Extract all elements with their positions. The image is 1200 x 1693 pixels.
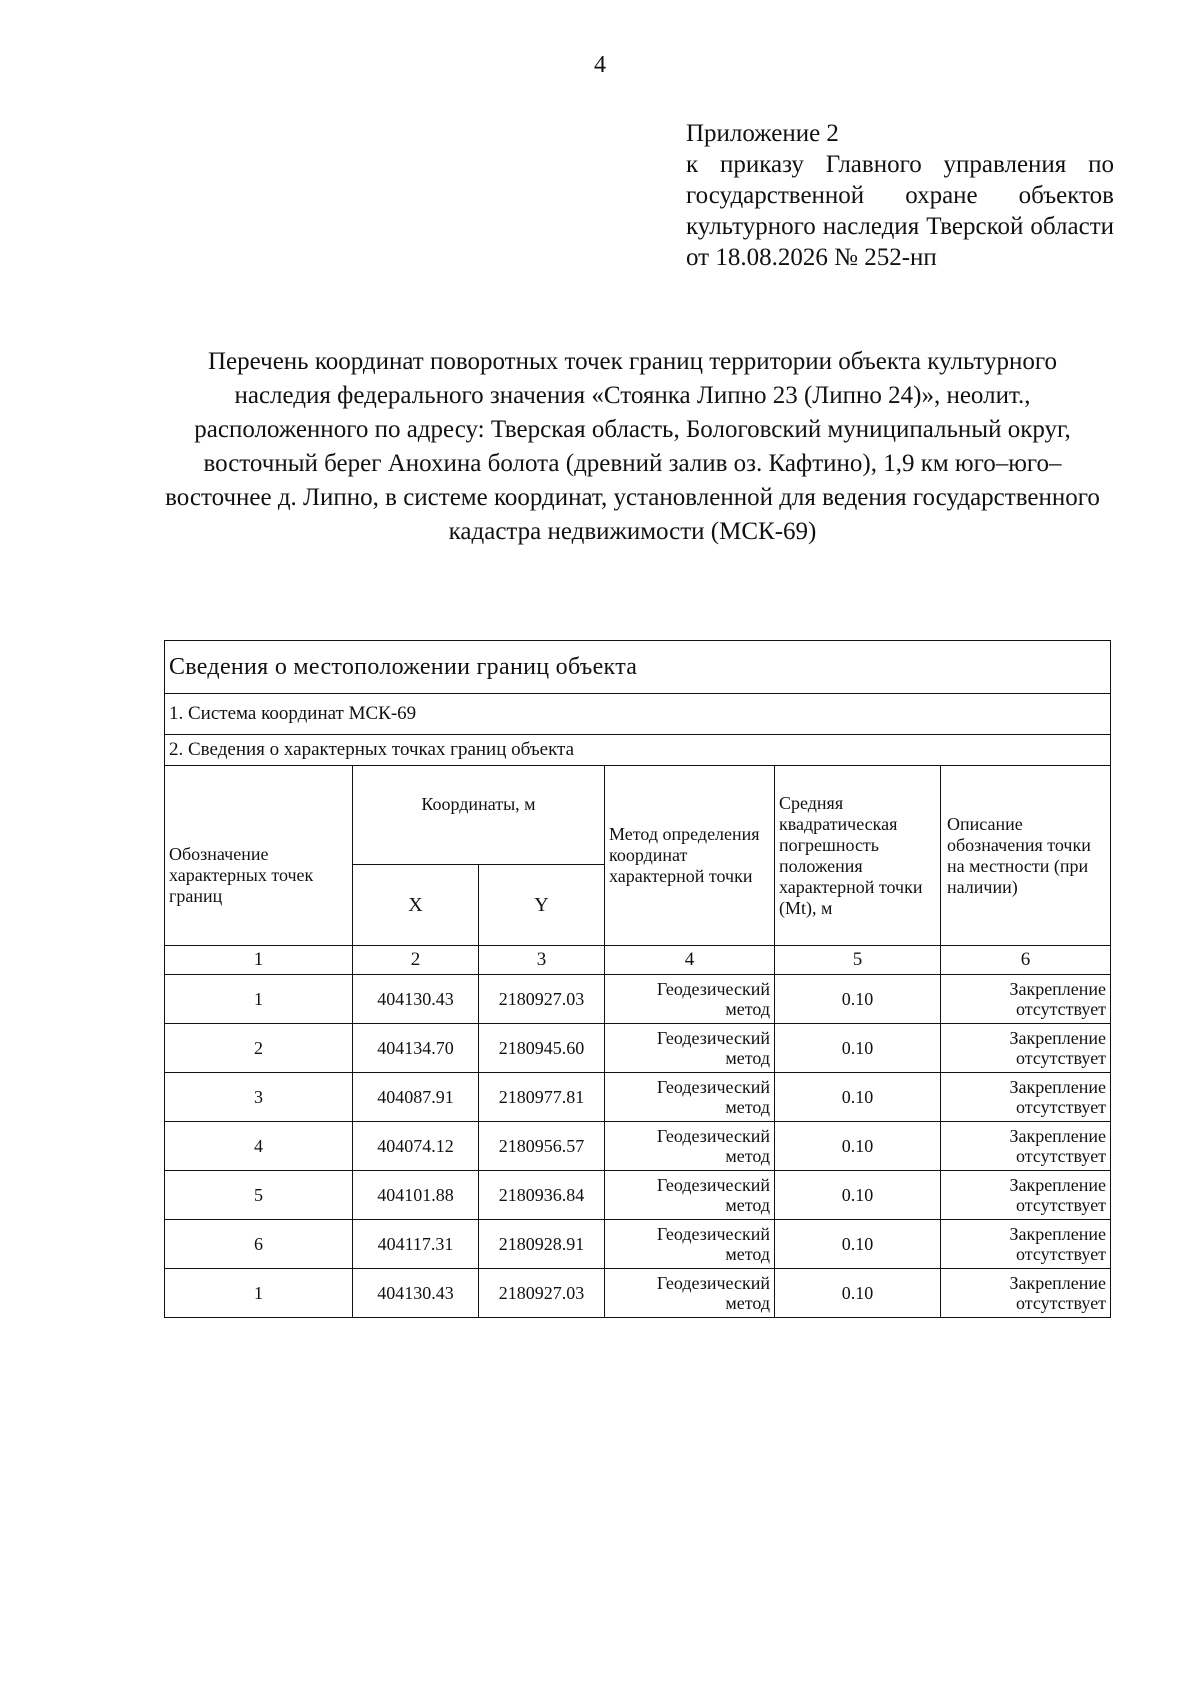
point-id: 2 (165, 1024, 353, 1073)
mark-description: Закрепление отсутствует (941, 1220, 1111, 1269)
coord-x: 404134.70 (353, 1024, 479, 1073)
coord-x: 404130.43 (353, 975, 479, 1024)
header-description: Описание обозначения точки на местности (при наличии) (941, 766, 1111, 946)
method: Геодезический метод (605, 1171, 775, 1220)
table-row (165, 1024, 1111, 1073)
column-number: 2 (353, 946, 479, 975)
column-number-row (165, 946, 1111, 975)
page-number: 4 (594, 52, 606, 78)
document-title: Перечень координат поворотных точек границ территории объекта культурного наследия федерального значения «Стоянка Липно 23 (Липно 24)», неолит., расположенного по адресу: Тверская область, Бологовский муниципальный округ, восточный берег Анохина болота (древний залив оз. Кафтино), 1,9 км юго–юго–восточнее д. Липно, в системе координат, установленной для ведения государственного кадастра недвижимости (МСК-69) (165, 348, 1100, 545)
coord-y: 2180956.57 (479, 1122, 605, 1171)
coordinates-table (164, 640, 1111, 1318)
header-y: Y (479, 865, 605, 946)
mt-error: 0.10 (775, 1073, 941, 1122)
coord-x: 404074.12 (353, 1122, 479, 1171)
method: Геодезический метод (605, 1220, 775, 1269)
header-x: X (353, 865, 479, 946)
column-number: 5 (775, 946, 941, 975)
point-id: 6 (165, 1220, 353, 1269)
coord-x: 404087.91 (353, 1073, 479, 1122)
coord-y: 2180927.03 (479, 1269, 605, 1318)
coord-y: 2180927.03 (479, 975, 605, 1024)
table-row (165, 1171, 1111, 1220)
header-method: Метод определения координат характерной точки (605, 766, 775, 946)
coord-y: 2180977.81 (479, 1073, 605, 1122)
mt-error: 0.10 (775, 1220, 941, 1269)
table-row (165, 1220, 1111, 1269)
method: Геодезический метод (605, 1122, 775, 1171)
points-info-row: 2. Сведения о характерных точках границ объекта (165, 735, 1111, 766)
mt-error: 0.10 (775, 1122, 941, 1171)
appendix-title: Приложение 2 (686, 120, 839, 147)
coord-y: 2180928.91 (479, 1220, 605, 1269)
mt-error: 0.10 (775, 1171, 941, 1220)
coord-y: 2180945.60 (479, 1024, 605, 1073)
point-id: 4 (165, 1122, 353, 1171)
column-number: 1 (165, 946, 353, 975)
appendix-block (686, 118, 1114, 273)
mark-description: Закрепление отсутствует (941, 1269, 1111, 1318)
coord-y: 2180936.84 (479, 1171, 605, 1220)
coord-system-row: 1. Система координат МСК-69 (165, 694, 1111, 735)
method: Геодезический метод (605, 975, 775, 1024)
mark-description: Закрепление отсутствует (941, 975, 1111, 1024)
mt-error: 0.10 (775, 1269, 941, 1318)
coord-x: 404101.88 (353, 1171, 479, 1220)
header-designation: Обозначение характерных точек границ (165, 766, 353, 946)
column-number: 6 (941, 946, 1111, 975)
mark-description: Закрепление отсутствует (941, 1122, 1111, 1171)
point-id: 3 (165, 1073, 353, 1122)
section-title: Сведения о местоположении границ объекта (165, 641, 1111, 694)
method: Геодезический метод (605, 1073, 775, 1122)
point-id: 1 (165, 975, 353, 1024)
mark-description: Закрепление отсутствует (941, 1024, 1111, 1073)
point-id: 1 (165, 1269, 353, 1318)
table-row (165, 1122, 1111, 1171)
coord-x: 404117.31 (353, 1220, 479, 1269)
coord-x: 404130.43 (353, 1269, 479, 1318)
method: Геодезический метод (605, 1269, 775, 1318)
table-row (165, 1073, 1111, 1122)
point-id: 5 (165, 1171, 353, 1220)
mt-error: 0.10 (775, 1024, 941, 1073)
method: Геодезический метод (605, 1024, 775, 1073)
column-number: 3 (479, 946, 605, 975)
mark-description: Закрепление отсутствует (941, 1171, 1111, 1220)
mark-description: Закрепление отсутствует (941, 1073, 1111, 1122)
header-error: Средняя квадратическая погрешность положения характерной точки (Mt), м (775, 766, 941, 946)
table-row (165, 975, 1111, 1024)
table-row (165, 1269, 1111, 1318)
mt-error: 0.10 (775, 975, 941, 1024)
header-coordinates: Координаты, м (353, 766, 605, 865)
column-number: 4 (605, 946, 775, 975)
appendix-reference: к приказу Главного управления по государственной охране объектов культурного наследия Тверской области от 18.08.2026 № 252-нп (686, 151, 1114, 271)
